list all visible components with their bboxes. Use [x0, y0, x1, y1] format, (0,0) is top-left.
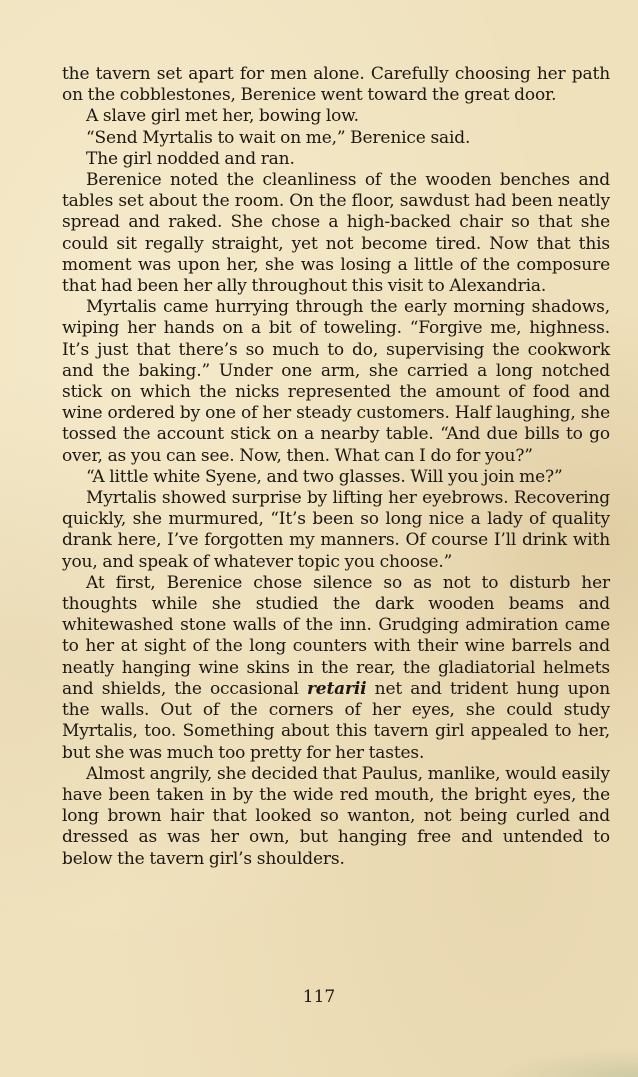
paragraph-9-after: net and trident hung upon the walls. Out of the corners of her eyes, she could study Myrtalis, too. Something about this tavern girl appealed to her, but she was much too pretty for her tastes. — [62, 678, 610, 763]
emphasized-word: retarii — [306, 678, 367, 699]
page-text — [62, 64, 610, 870]
paragraph-1: the tavern set apart for men alone. Carefully choosing her path on the cobblestones, Berenice went toward the great door. — [62, 64, 610, 106]
paragraph-7: “A little white Syene, and two glasses. Will you join me?” — [86, 466, 563, 487]
paragraph-9 — [62, 573, 610, 764]
paragraph-4: The girl nodded and ran. — [86, 148, 295, 169]
paragraph-10: Almost angrily, she decided that Paulus, manlike, would easily have been taken in by the wide red mouth, the bright eyes, the long brown hair that looked so wanton, not being curled and dressed as was her own, but hanging free and untended to below the tavern girl’s shoulders. — [62, 763, 610, 869]
page-number: 117 — [302, 987, 336, 1007]
paragraph-9-before: At first, Berenice chose silence so as not to disturb her thoughts while she studied the dark wooden beams and whitewashed stone walls of the inn. Grudging admiration came to her at sight of the long counters with their wine barrels and neatly hanging wine skins in the rear, the gladiatorial helmets and shields, the occasional — [62, 572, 610, 699]
paper-stain — [488, 1047, 638, 1077]
paragraph-6: Myrtalis came hurrying through the early morning shadows, wiping her hands on a bit of toweling. “Forgive me, highness. It’s just that there’s so much to do, supervising the cookwork and the baking.” Under one arm, she carried a long notched stick on which the nicks represented the amount of food and wine ordered by one of her steady customers. Half laughing, she tossed the account stick on a nearby table. “And due bills to go over, as you can see. Now, then. What can I do for you?” — [62, 297, 610, 466]
paragraph-2: A slave girl met her, bowing low. — [86, 106, 359, 127]
paragraph-5: Berenice noted the cleanliness of the wooden benches and tables set about the room. On the floor, sawdust had been neatly spread and raked. She chose a high-backed chair so that she could sit regally straight, yet not become tired. Now that this moment was upon her, she was losing a little of the composure that had been her ally throughout this visit to Alexandria. — [62, 170, 610, 297]
paragraph-3: “Send Myrtalis to wait on me,” Berenice said. — [86, 127, 471, 148]
paragraph-8: Myrtalis showed surprise by lifting her eyebrows. Recovering quickly, she murmured, “It’s been so long nice a lady of quality drank here, I’ve forgotten my manners. Of course I’ll drink with you, and speak of whatever topic you choose.” — [62, 488, 610, 572]
